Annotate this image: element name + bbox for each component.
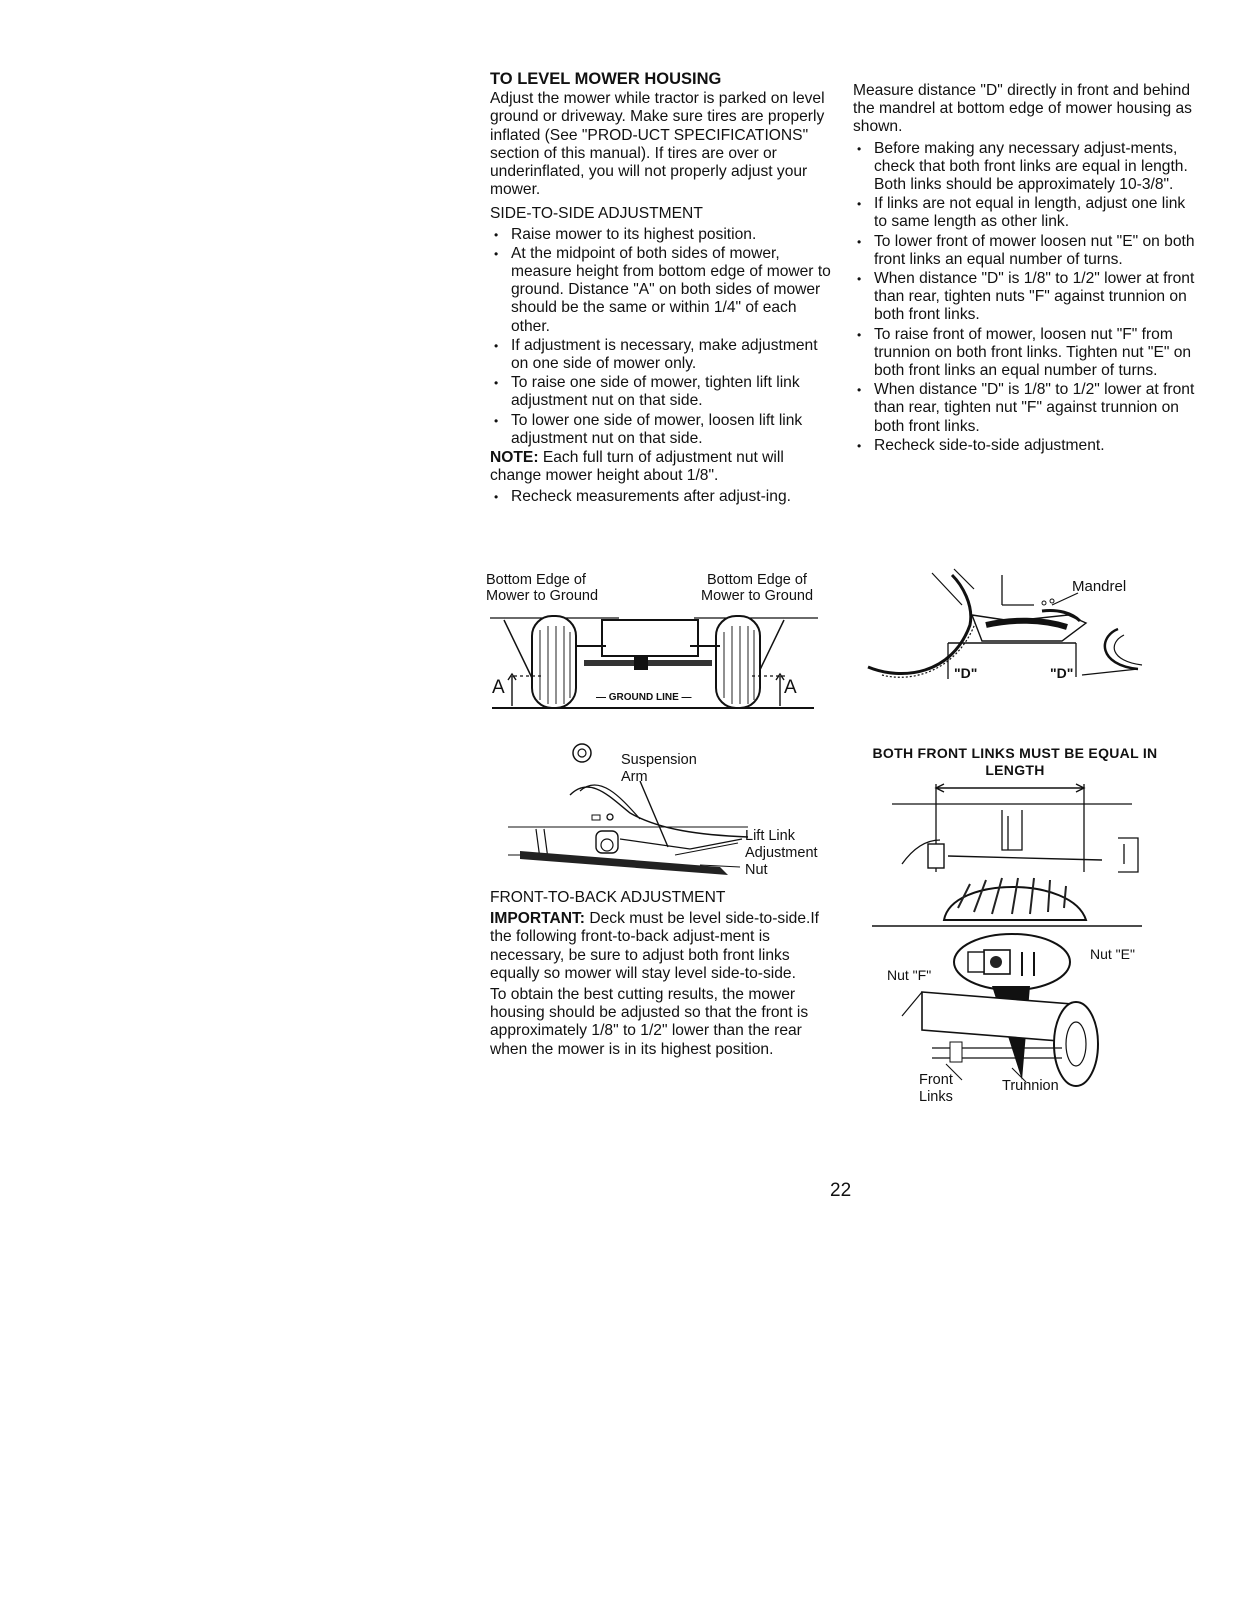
ground-line-label: — GROUND LINE — bbox=[596, 690, 692, 706]
right-column bbox=[853, 82, 1198, 456]
measure-paragraph: Measure distance "D" directly in front and behind the mandrel at bottom edge of mower housing as shown. bbox=[853, 82, 1192, 136]
note-paragraph bbox=[490, 449, 835, 485]
mandrel-label: Mandrel bbox=[1072, 578, 1127, 595]
suspension-figure bbox=[500, 735, 840, 885]
important-text: Deck must be level side-to-side.If the following front-to-back adjust-ment is necessary, be sure to adjust both front links equally so mower will stay level side-to-side. bbox=[490, 910, 819, 982]
nut-f-label: Nut "F" bbox=[887, 967, 932, 983]
list-item: • If adjustment is necessary, make adjustment on one side of mower only. bbox=[490, 337, 835, 373]
mandrel-figure bbox=[862, 565, 1152, 685]
front-links-caption: BOTH FRONT LINKS MUST BE EQUAL IN LENGTH bbox=[872, 745, 1158, 778]
front-to-back-list bbox=[853, 140, 1198, 455]
side-to-side-heading: SIDE-TO-SIDE ADJUSTMENT bbox=[490, 205, 703, 223]
lift-link-label: Lift Link Adjustment Nut bbox=[745, 828, 818, 878]
list-item: • If links are not equal in length, adjust one link to same length as other link. bbox=[853, 195, 1198, 231]
front-to-back-section bbox=[490, 885, 835, 1062]
important-label: IMPORTANT: bbox=[490, 910, 585, 928]
bottom-edge-label-right: Bottom Edge of Mower to Ground bbox=[700, 572, 814, 604]
front-links-figure bbox=[862, 780, 1152, 1110]
list-item: • To raise one side of mower, tighten lift link adjustment nut on that side. bbox=[490, 374, 835, 410]
list-item: • At the midpoint of both sides of mower, measure height from bottom edge of mower to ground. Distance "A" on both sides of mower should be the same or within 1/4" of each other. bbox=[490, 245, 835, 336]
distance-a-right: A bbox=[784, 677, 797, 698]
best-results-paragraph: To obtain the best cutting results, the mower housing should be adjusted so that the front is approximately 1/8" to 1/2" lower than the rear when the mower is in its highest position. bbox=[490, 986, 809, 1058]
suspension-arm-label: Suspension Arm bbox=[621, 752, 697, 785]
section-title: TO LEVEL MOWER HOUSING bbox=[490, 70, 722, 88]
list-item: • Recheck side-to-side adjustment. bbox=[853, 437, 1198, 455]
list-item: • To lower front of mower loosen nut "E" on both front links an equal number of turns. bbox=[853, 233, 1198, 269]
list-item: • When distance "D" is 1/8" to 1/2" lower at front than rear, tighten nut "F" against trunnion on both front links. bbox=[853, 381, 1198, 436]
list-item: • When distance "D" is 1/8" to 1/2" lower at front than rear, tighten nuts "F" against trunnion on both front links. bbox=[853, 270, 1198, 325]
ground-measurement-figure bbox=[484, 570, 824, 715]
distance-d-left: "D" bbox=[954, 665, 978, 681]
list-item: • To lower one side of mower, loosen lift link adjustment nut on that side. bbox=[490, 412, 835, 448]
distance-d-right: "D" bbox=[1050, 665, 1074, 681]
distance-a-left: A bbox=[492, 677, 505, 698]
page-number: 22 bbox=[830, 1180, 852, 1201]
side-to-side-list bbox=[490, 226, 835, 448]
front-to-back-heading: FRONT-TO-BACK ADJUSTMENT bbox=[490, 889, 726, 906]
intro-paragraph: Adjust the mower while tractor is parked on level ground or driveway. Make sure tires are properly inflated (See "PROD-UCT SPECIFICATIONS" section of this manual). If tires are over or underinflated, you will not properly adjust your mower. bbox=[490, 90, 825, 199]
list-item: • Raise mower to its highest position. bbox=[490, 226, 835, 244]
list-item: • Before making any necessary adjust-ments, check that both front links are equal in length. Both links should be approximately 10-3/8". bbox=[853, 140, 1198, 195]
nut-e-label: Nut "E" bbox=[1090, 946, 1135, 962]
recheck-list bbox=[490, 488, 835, 506]
list-item: • Recheck measurements after adjust-ing. bbox=[490, 488, 835, 506]
front-links-diagram bbox=[862, 780, 1152, 1110]
list-item: • To raise front of mower, loosen nut "F" from trunnion on both front links. Tighten nut "E" on both front links an equal number of turns. bbox=[853, 326, 1198, 381]
bottom-edge-label-left: Bottom Edge of Mower to Ground bbox=[486, 572, 599, 604]
note-text: Each full turn of adjustment nut will change mower height about 1/8". bbox=[490, 449, 784, 485]
trunnion-label: Trunnion bbox=[1002, 1078, 1059, 1094]
note-label: NOTE: bbox=[490, 449, 539, 467]
left-column bbox=[490, 70, 835, 508]
front-links-label: Front Links bbox=[919, 1072, 953, 1105]
important-paragraph bbox=[490, 910, 835, 983]
